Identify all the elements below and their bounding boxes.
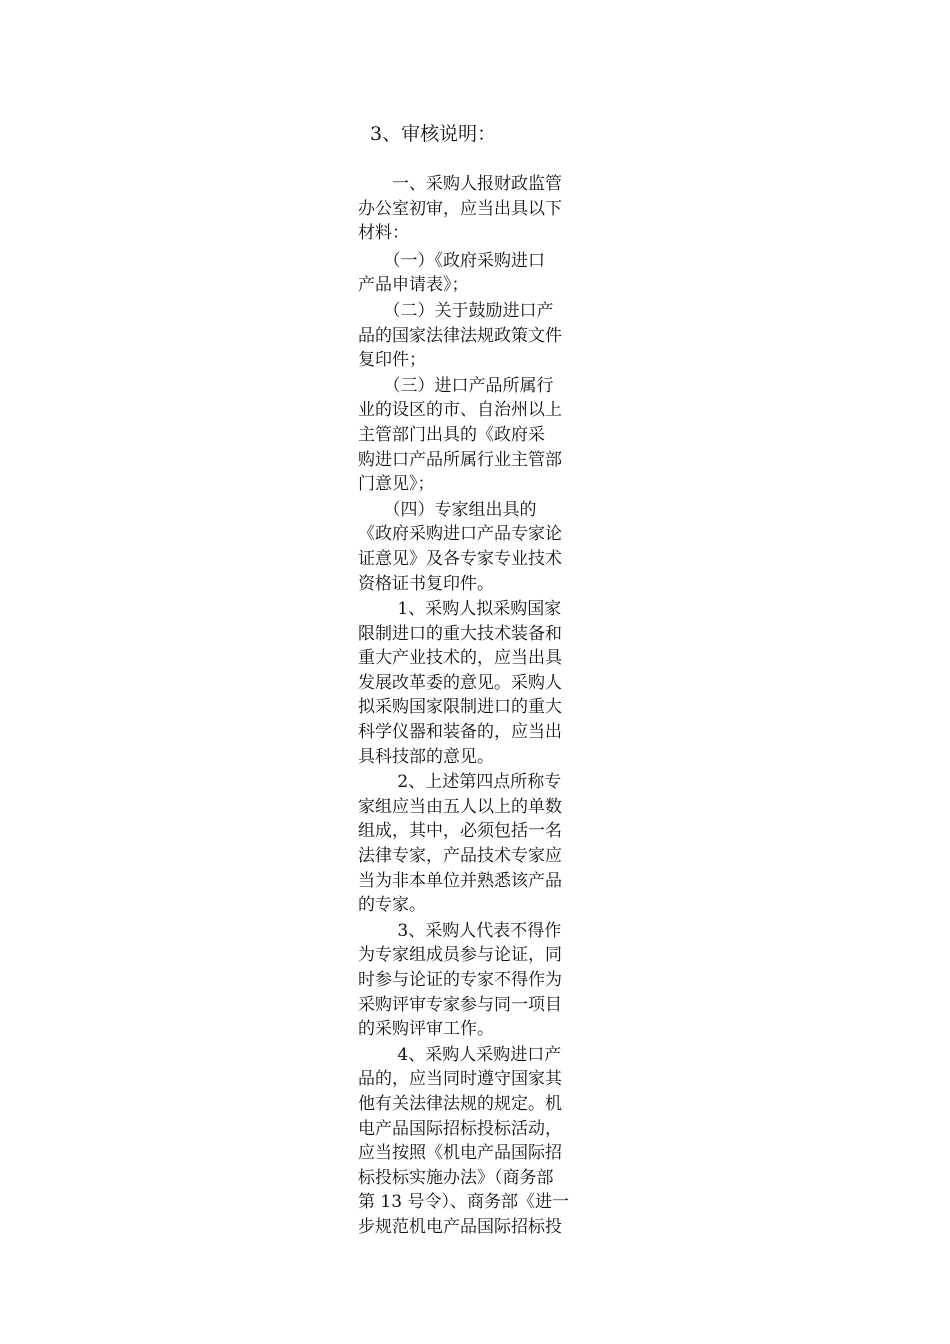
text-line: 的专家。 <box>358 895 426 916</box>
text-line: （四）专家组出具的 <box>358 499 537 520</box>
text-line: 1、采购人拟采购国家 <box>358 599 562 620</box>
text-line: 《政府采购进口产品专家论 <box>358 524 562 545</box>
text-line: 产品申请表》； <box>358 275 469 296</box>
text-line: 4、采购人采购进口产 <box>358 1044 562 1065</box>
text-line: 为专家组成员参与论证，同 <box>358 945 562 966</box>
text-line: 材料： <box>358 223 409 244</box>
text-line: 拟采购国家限制进口的重大 <box>358 697 562 718</box>
text-line: 复印件； <box>358 350 426 371</box>
text-line: 限制进口的重大技术装备和 <box>358 623 562 644</box>
text-line: 科学仪器和装备的，应当出 <box>358 722 562 743</box>
text-line: 3、采购人代表不得作 <box>358 920 562 941</box>
text-line: 品的国家法律法规政策文件 <box>358 325 562 346</box>
text-line: 第 13 号令）、商务部《进一 <box>358 1192 569 1213</box>
body-text <box>358 172 590 1240</box>
text-line: 他有关法律法规的规定。机 <box>358 1093 562 1114</box>
text-line: 发展改革委的意见。采购人 <box>358 672 562 693</box>
text-line: （二）关于鼓励进口产 <box>358 300 554 321</box>
text-line: 业的设区的市、自治州以上 <box>358 400 562 421</box>
text-line: 2、上述第四点所称专 <box>358 772 562 793</box>
text-line: 法律专家，产品技术专家应 <box>358 846 562 867</box>
text-line: （三）进口产品所属行 <box>358 375 554 396</box>
text-line: 办公室初审，应当出具以下 <box>358 198 562 219</box>
text-line: 的采购评审工作。 <box>358 1019 494 1040</box>
text-line: 应当按照《机电产品国际招 <box>358 1143 562 1164</box>
text-line: 主管部门出具的《政府采 <box>358 424 545 445</box>
section-heading: 3、审核说明： <box>370 123 497 145</box>
text-line: 家组应当由五人以上的单数 <box>358 796 562 817</box>
text-line: 资格证书复印件。 <box>358 573 494 594</box>
text-line: （一）《政府采购进口 <box>358 250 545 271</box>
text-line: 采购评审专家参与同一项目 <box>358 994 562 1015</box>
text-line: 步规范机电产品国际招标投 <box>358 1216 562 1237</box>
text-line: 电产品国际招标投标活动， <box>358 1118 562 1139</box>
text-line: 重大产业技术的，应当出具 <box>358 648 562 669</box>
text-line: 时参与论证的专家不得作为 <box>358 970 562 990</box>
text-line: 组成，其中，必须包括一名 <box>358 821 562 842</box>
text-line: 当为非本单位并熟悉该产品 <box>358 870 562 891</box>
text-line: 标投标实施办法》（商务部 <box>358 1167 554 1188</box>
text-line: 一、采购人报财政监管 <box>358 174 562 194</box>
text-line: 具科技部的意见。 <box>358 746 494 767</box>
text-line: 品的，应当同时遵守国家其 <box>358 1069 562 1090</box>
text-line: 购进口产品所属行业主管部 <box>358 449 562 470</box>
text-line: 门意见》； <box>358 474 435 495</box>
text-line: 证意见》及各专家专业技术 <box>358 548 562 569</box>
